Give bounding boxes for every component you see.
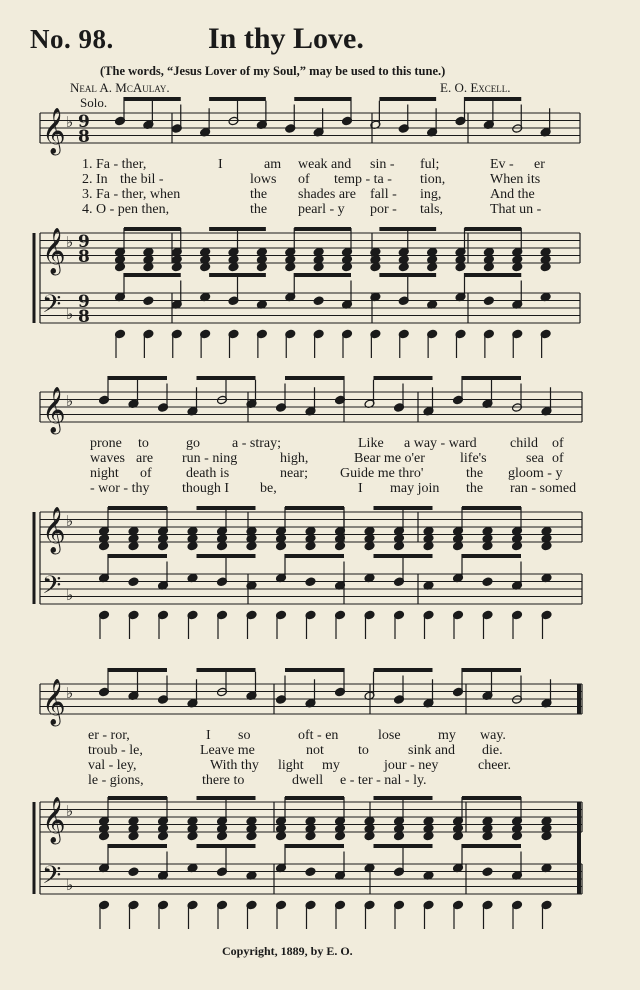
- lyric-word: fall -: [370, 187, 397, 202]
- flat-sign: ♭: [66, 233, 74, 251]
- bass-clef: 𝄢: [42, 861, 62, 896]
- lyric-word: 4. O - pen then,: [82, 202, 170, 217]
- treble-chord-note: [187, 831, 198, 841]
- lyric-word: of: [552, 451, 564, 466]
- treble-chord-note: [512, 831, 523, 841]
- flat-sign: ♭: [66, 512, 74, 530]
- lyric-word: death is: [186, 466, 230, 481]
- lyric-word: tals,: [420, 202, 443, 217]
- lyric-word: though I: [182, 481, 230, 496]
- lyric-word: the: [466, 481, 484, 496]
- lyric-word: die.: [482, 743, 503, 758]
- lyric-word: troub - le,: [88, 743, 143, 758]
- bass-clef: 𝄢: [42, 290, 62, 325]
- lyric-word: the: [250, 187, 268, 202]
- treble-chord-note: [541, 831, 552, 841]
- treble-chord-note: [171, 262, 182, 272]
- lyric-word: I: [358, 481, 363, 496]
- lyric-word: lose: [378, 728, 401, 743]
- lyric-verse-2: [88, 743, 503, 759]
- lyric-word: pearl - y: [298, 202, 345, 217]
- lyric-word: am: [264, 157, 282, 172]
- treble-chord-note: [285, 262, 296, 272]
- flat-sign: ♭: [66, 876, 74, 894]
- treble-chord-note: [305, 831, 316, 841]
- treble-chord-note: [398, 262, 409, 272]
- treble-chord-note: [276, 831, 287, 841]
- lyric-word: And the: [490, 187, 535, 202]
- treble-chord-note: [453, 831, 464, 841]
- lyric-word: the: [250, 202, 268, 217]
- treble-chord-note: [143, 262, 154, 272]
- lyric-word: Guide me thro': [340, 466, 424, 481]
- lyric-verse-4: [90, 481, 577, 497]
- treble-chord-note: [455, 262, 466, 272]
- lyric-word: le - gions,: [88, 773, 144, 788]
- treble-clef: 𝄞: [42, 387, 66, 433]
- treble-chord-note: [541, 541, 552, 551]
- lyric-word: With thy: [210, 758, 259, 773]
- treble-clef: 𝄞: [42, 797, 66, 843]
- copyright-notice: Copyright, 1889, by E. O.: [222, 944, 353, 958]
- lyric-verse-2: [90, 451, 564, 467]
- lyric-verse-4: [88, 773, 427, 789]
- lyric-word: 3. Fa - ther, when: [82, 187, 181, 202]
- treble-chord-note: [99, 541, 110, 551]
- treble-chord-note: [246, 541, 257, 551]
- lyric-word: val - ley,: [88, 758, 137, 773]
- lyric-word: so: [238, 728, 251, 743]
- lyric-word: are: [136, 451, 154, 466]
- bass-upper-note: [128, 867, 139, 877]
- lyric-word: tion,: [420, 172, 446, 187]
- lyric-word: run - ning: [182, 451, 238, 466]
- lyric-word: night: [90, 466, 119, 481]
- bass-upper-note: [482, 867, 493, 877]
- bass-upper-note: [143, 296, 154, 306]
- flat-sign: ♭: [66, 392, 74, 410]
- bass-upper-note: [305, 867, 316, 877]
- lyricist-credit: Neal A. McAulay.: [70, 80, 170, 95]
- lyric-verse-3: [88, 758, 512, 774]
- lyric-verse-3: [82, 187, 535, 203]
- treble-chord-note: [256, 262, 267, 272]
- lyric-word: Leave me: [200, 743, 255, 758]
- treble-chord-note: [482, 831, 493, 841]
- lyric-word: Bear me o'er: [354, 451, 425, 466]
- treble-chord-note: [482, 541, 493, 551]
- treble-chord-note: [364, 831, 375, 841]
- treble-chord-note: [217, 831, 228, 841]
- performance-marking: Solo.: [80, 95, 108, 110]
- lyric-word: there to: [202, 773, 245, 788]
- lyric-word: Ev -: [490, 157, 514, 172]
- lyric-word: er: [534, 157, 545, 172]
- words-note: (The words, “Jesus Lover of my Soul,” may be used to this tune.): [100, 64, 446, 78]
- lyric-verse-1: [88, 728, 506, 744]
- lyric-word: Like: [358, 436, 384, 451]
- composer-credit: E. O. Excell.: [440, 80, 511, 95]
- time-signature-bottom: 8: [78, 307, 90, 327]
- lyric-word: sin -: [370, 157, 395, 172]
- lyric-word: the: [466, 466, 484, 481]
- lyric-verse-2: [82, 172, 541, 188]
- time-signature-top: 9: [78, 112, 90, 132]
- lyric-word: go: [186, 436, 200, 451]
- lyric-word: dwell: [292, 773, 324, 788]
- treble-chord-note: [228, 262, 239, 272]
- treble-chord-note: [335, 831, 346, 841]
- bass-upper-note: [483, 296, 494, 306]
- lyric-word: er - ror,: [88, 728, 130, 743]
- lyric-word: That un -: [490, 202, 542, 217]
- treble-chord-note: [364, 541, 375, 551]
- flat-sign: ♭: [66, 586, 74, 604]
- lyric-word: may join: [390, 481, 440, 496]
- flat-sign: ♭: [66, 305, 74, 323]
- lyric-word: 2. In: [82, 172, 108, 187]
- lyric-word: life's: [460, 451, 487, 466]
- treble-chord-note: [305, 541, 316, 551]
- treble-chord-note: [313, 262, 324, 272]
- treble-chord-note: [423, 831, 434, 841]
- lyric-word: light: [278, 758, 304, 773]
- treble-chord-note: [512, 541, 523, 551]
- lyric-word: - wor - thy: [90, 481, 150, 496]
- lyric-word: sink and: [408, 743, 456, 758]
- treble-chord-note: [158, 831, 169, 841]
- treble-clef: 𝄞: [42, 228, 66, 274]
- treble-chord-note: [423, 541, 434, 551]
- treble-chord-note: [453, 541, 464, 551]
- lyric-word: cheer.: [478, 758, 512, 773]
- treble-chord-note: [128, 541, 139, 551]
- lyric-verse-1: [82, 157, 545, 173]
- treble-chord-note: [370, 262, 381, 272]
- lyric-word: high,: [280, 451, 309, 466]
- lyric-word: not: [306, 743, 324, 758]
- treble-chord-note: [540, 262, 551, 272]
- lyric-word: shades are: [298, 187, 356, 202]
- flat-sign: ♭: [66, 802, 74, 820]
- lyric-word: a - stray;: [232, 436, 281, 451]
- hymn-number: No. 98.: [30, 24, 114, 54]
- bass-upper-note: [305, 577, 316, 587]
- lyric-word: ful;: [420, 157, 440, 172]
- treble-chord-note: [158, 541, 169, 551]
- lyric-word: my: [322, 758, 340, 773]
- treble-chord-note: [342, 262, 353, 272]
- lyric-word: child: [510, 436, 538, 451]
- lyric-word: I: [206, 728, 211, 743]
- time-signature-bottom: 8: [78, 247, 90, 267]
- treble-chord-note: [483, 262, 494, 272]
- lyric-word: waves: [90, 451, 125, 466]
- bass-upper-note: [313, 296, 324, 306]
- time-signature-top: 9: [78, 232, 90, 252]
- treble-chord-note: [394, 541, 405, 551]
- lyric-word: ran - somed: [510, 481, 577, 496]
- bass-upper-note: [128, 577, 139, 587]
- lyric-verse-1: [90, 436, 564, 452]
- lyric-word: oft - en: [298, 728, 339, 743]
- lyric-word: temp - ta -: [334, 172, 392, 187]
- lyric-word: jour - ney: [384, 758, 439, 773]
- lyric-word: sea: [526, 451, 544, 466]
- treble-chord-note: [246, 831, 257, 841]
- lyric-word: When its: [490, 172, 541, 187]
- treble-chord-note: [115, 262, 126, 272]
- bass-upper-note: [482, 577, 493, 587]
- lyric-word: the bil -: [120, 172, 164, 187]
- lyric-word: e - ter - nal - ly.: [340, 773, 427, 788]
- treble-chord-note: [217, 541, 228, 551]
- lyric-word: 1. Fa - ther,: [82, 157, 147, 172]
- treble-chord-note: [99, 831, 110, 841]
- treble-clef: 𝄞: [42, 679, 66, 725]
- lyric-word: a way - ward: [404, 436, 477, 451]
- lyric-word: to: [138, 436, 149, 451]
- lyric-word: por -: [370, 202, 397, 217]
- flat-sign: ♭: [66, 113, 74, 131]
- lyric-word: ing,: [420, 187, 442, 202]
- treble-chord-note: [276, 541, 287, 551]
- treble-clef: 𝄞: [42, 108, 66, 154]
- lyric-word: I: [218, 157, 223, 172]
- treble-chord-note: [335, 541, 346, 551]
- treble-chord-note: [394, 831, 405, 841]
- treble-clef: 𝄞: [42, 507, 66, 553]
- treble-chord-note: [187, 541, 198, 551]
- lyric-word: lows: [250, 172, 277, 187]
- lyric-word: gloom - y: [508, 466, 563, 481]
- lyric-word: way.: [480, 728, 506, 743]
- lyric-word: to: [358, 743, 369, 758]
- treble-chord-note: [512, 262, 523, 272]
- time-signature-top: 9: [78, 292, 90, 312]
- lyric-word: be,: [260, 481, 277, 496]
- lyric-word: near;: [280, 466, 308, 481]
- lyric-verse-4: [82, 202, 542, 218]
- lyric-word: weak and: [298, 157, 352, 172]
- treble-chord-note: [200, 262, 211, 272]
- lyric-verse-3: [90, 466, 563, 482]
- lyric-word: of: [552, 436, 564, 451]
- bass-clef: 𝄢: [42, 571, 62, 606]
- lyric-word: prone: [90, 436, 122, 451]
- treble-chord-note: [128, 831, 139, 841]
- lyric-word: my: [438, 728, 456, 743]
- lyric-word: of: [140, 466, 152, 481]
- treble-chord-note: [427, 262, 438, 272]
- time-signature-bottom: 8: [78, 127, 90, 147]
- lyric-word: of: [298, 172, 310, 187]
- hymn-title: In thy Love.: [208, 22, 364, 55]
- flat-sign: ♭: [66, 684, 74, 702]
